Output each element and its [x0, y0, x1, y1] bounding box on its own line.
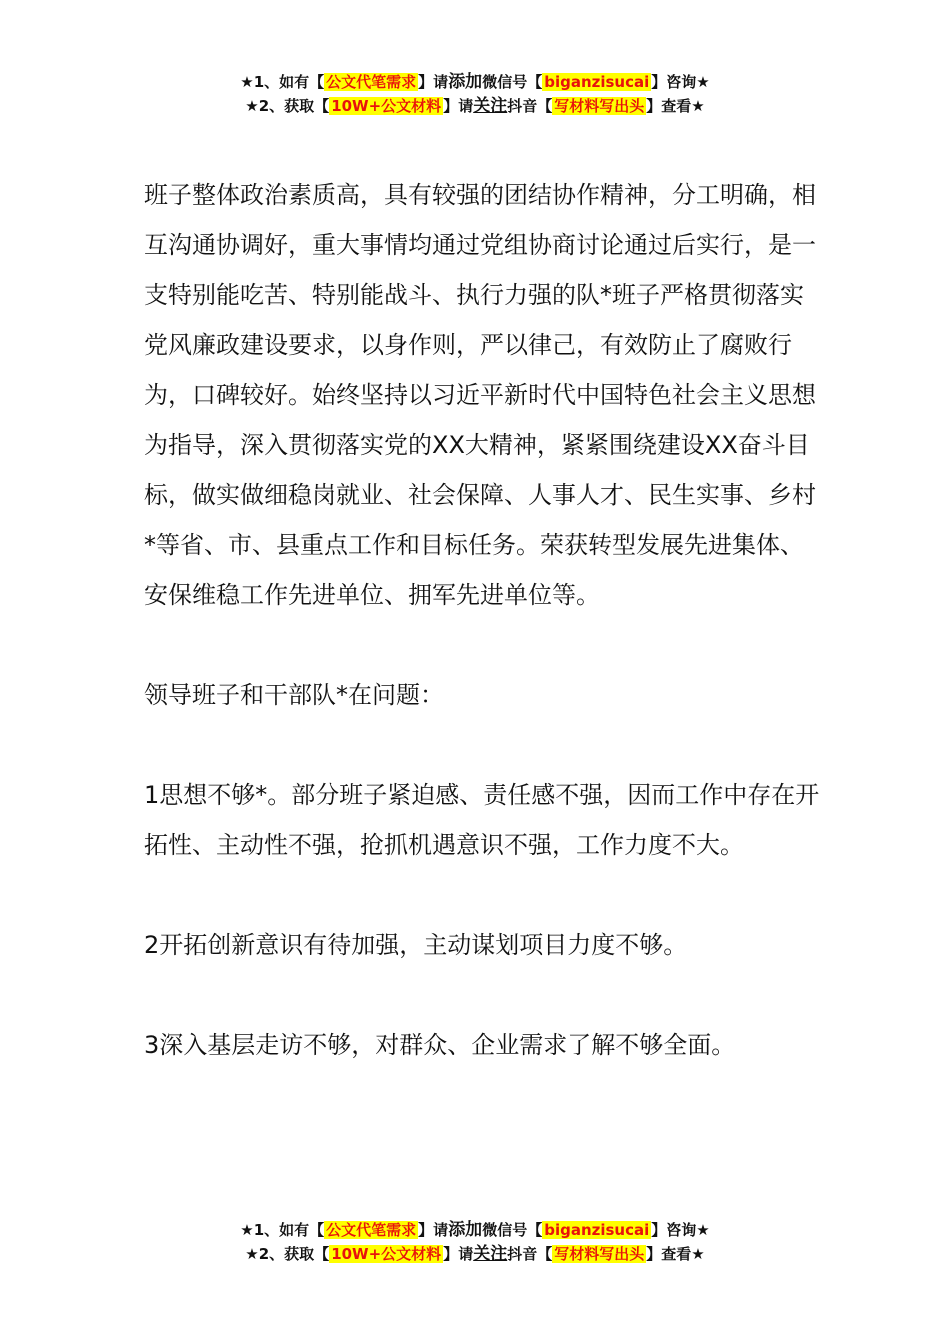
banner-text: 微信号【 [482, 73, 543, 91]
banner-highlight: 10W+公文材料 [331, 97, 442, 115]
banner-emphasis: 添加 [448, 72, 483, 92]
banner-highlight: 公文代笔需求 [326, 1221, 417, 1239]
banner-text: 】请 [418, 73, 449, 91]
banner-highlight: 写材料写出头 [554, 1245, 645, 1263]
banner-text: 】请 [443, 1245, 474, 1263]
banner-highlight: 写材料写出头 [554, 97, 645, 115]
banner-highlight: 10W+公文材料 [331, 1245, 442, 1263]
banner-text: ★2、获取【 [245, 97, 330, 115]
banner-text: 】请 [418, 1221, 449, 1239]
banner-line-1 [0, 70, 950, 94]
banner-text: 】查看★ [646, 1245, 705, 1263]
banner-text: 抖音【 [507, 97, 553, 115]
banner-line-1 [0, 1218, 950, 1242]
banner-highlight: biganzisucai [544, 73, 650, 91]
banner-text: ★2、获取【 [245, 1245, 330, 1263]
banner-text: 抖音【 [507, 1245, 553, 1263]
banner-line-2 [0, 94, 950, 118]
document-body [144, 170, 824, 1070]
footer-banner [0, 1218, 950, 1266]
banner-text: 】查看★ [646, 97, 705, 115]
banner-highlight: 公文代笔需求 [326, 73, 417, 91]
banner-line-2 [0, 1242, 950, 1266]
problem-item-2: 2开拓创新意识有待加强，主动谋划项目力度不够。 [144, 931, 688, 959]
banner-text: 】请 [443, 97, 474, 115]
header-banner [0, 70, 950, 118]
banner-emphasis: 关注 [473, 1244, 508, 1264]
problems-heading: 领导班子和干部队*在问题： [144, 681, 444, 709]
problem-item-3: 3深入基层走访不够，对群众、企业需求了解不够全面。 [144, 1031, 736, 1059]
banner-emphasis: 关注 [473, 96, 508, 116]
banner-text: 】咨询★ [651, 1221, 710, 1239]
banner-text: ★1、如有【 [240, 73, 325, 91]
banner-highlight: biganzisucai [544, 1221, 650, 1239]
banner-text: 】咨询★ [651, 73, 710, 91]
problem-item-1: 1思想不够*。部分班子紧迫感、责任感不强，因而工作中存在开拓性、主动性不强，抢抓机遇意识不强，工作力度不大。 [144, 781, 820, 859]
banner-text: ★1、如有【 [240, 1221, 325, 1239]
body-paragraph: 班子整体政治素质高，具有较强的团结协作精神，分工明确，相互沟通协调好，重大事情均通过党组协商讨论通过后实行，是一支特别能吃苦、特别能战斗、执行力强的队*班子严格贯彻落实党风廉政建设要求，以身作则，严以律己，有效防止了腐败行为，口碑较好。始终坚持以习近平新时代中国特色社会主义思想为指导，深入贯彻落实党的XX大精神，紧紧围绕建设XX奋斗目标，做实做细稳岗就业、社会保障、人事人才、民生实事、乡村*等省、市、县重点工作和目标任务。荣获转型发展先进集体、安保维稳工作先进单位、拥军先进单位等。 [144, 181, 816, 609]
banner-emphasis: 添加 [448, 1220, 483, 1240]
banner-text: 微信号【 [482, 1221, 543, 1239]
